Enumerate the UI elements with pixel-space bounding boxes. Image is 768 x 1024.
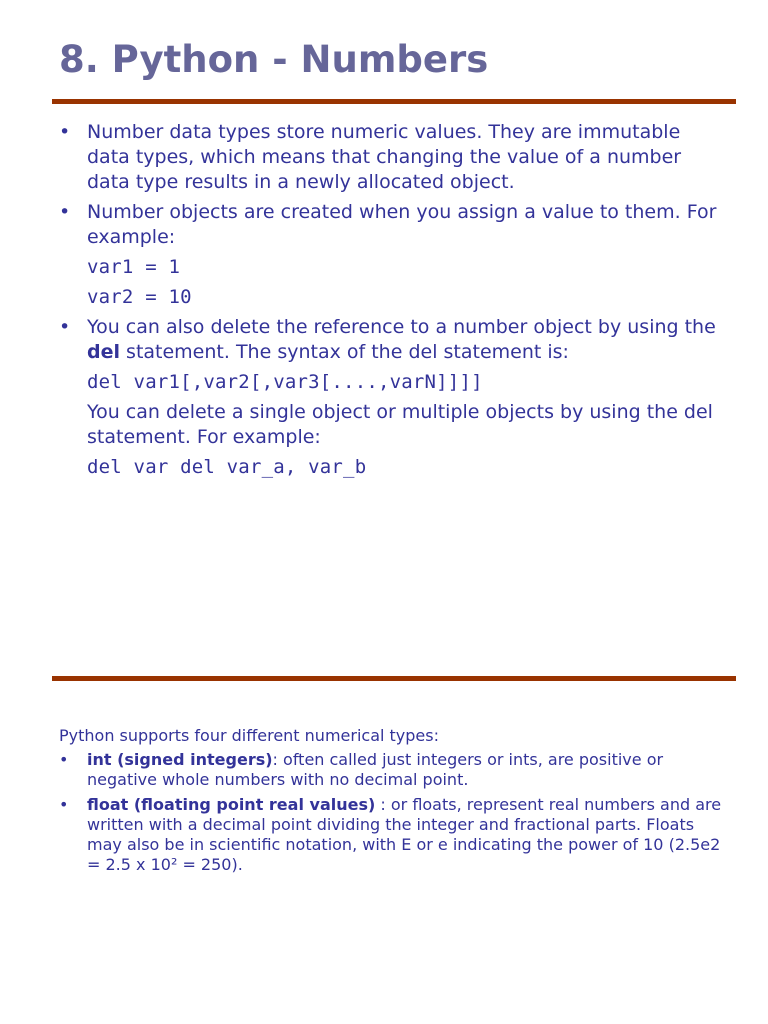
keyword-del: del — [87, 341, 120, 363]
bullet-text-pre: You can also delete the reference to a number object by using the — [87, 316, 716, 338]
bullet-text-post: statement. The syntax of the del statement is: — [120, 341, 569, 363]
bullet-icon: • — [59, 121, 71, 143]
bottom-divider — [52, 676, 736, 681]
bullet-text: Number objects are created when you assign a value to them. For example: — [87, 201, 717, 248]
term-int: int (signed integers) — [87, 750, 273, 769]
slide-title: 8. Python - Numbers — [59, 38, 489, 81]
bullet-icon: • — [59, 750, 69, 769]
notes-section — [59, 726, 729, 880]
bullet-icon: • — [59, 201, 71, 223]
term-int-desc: : often called just integers or ints, are positive or negative whole numbers with no decimal point. — [87, 750, 664, 789]
code-line: var1 = 1 — [87, 256, 181, 278]
paragraph: You can delete a single object or multiple objects by using the del statement. For example: — [87, 401, 713, 448]
term-float-desc: : or floats, represent real numbers and are written with a decimal point dividing the integer and fractional parts. Floats may also be in scientific notation, with E or e indicating the power of 10 (2.5e2 = 2.5 x 10² = 250). — [87, 795, 722, 874]
notes-lead: Python supports four different numerical types: — [59, 726, 439, 745]
code-line: del var1[,var2[,var3[....,varN]]]] — [87, 371, 483, 393]
code-line: var2 = 10 — [87, 286, 192, 308]
bullet-item — [59, 795, 729, 875]
bullet-text: Number data types store numeric values. They are immutable data types, which means that changing the value of a number data type results in a newly allocated object. — [87, 121, 682, 193]
bullet-item — [59, 120, 729, 195]
term-float: float (floating point real values) — [87, 795, 376, 814]
bullet-icon: • — [59, 795, 69, 814]
bullet-item — [59, 750, 729, 790]
top-divider — [52, 99, 736, 104]
code-line: del var del var_a, var_b — [87, 456, 367, 478]
upper-content — [59, 120, 729, 485]
bullet-icon: • — [59, 316, 71, 338]
bullet-item — [59, 200, 729, 250]
bullet-item — [59, 315, 729, 365]
